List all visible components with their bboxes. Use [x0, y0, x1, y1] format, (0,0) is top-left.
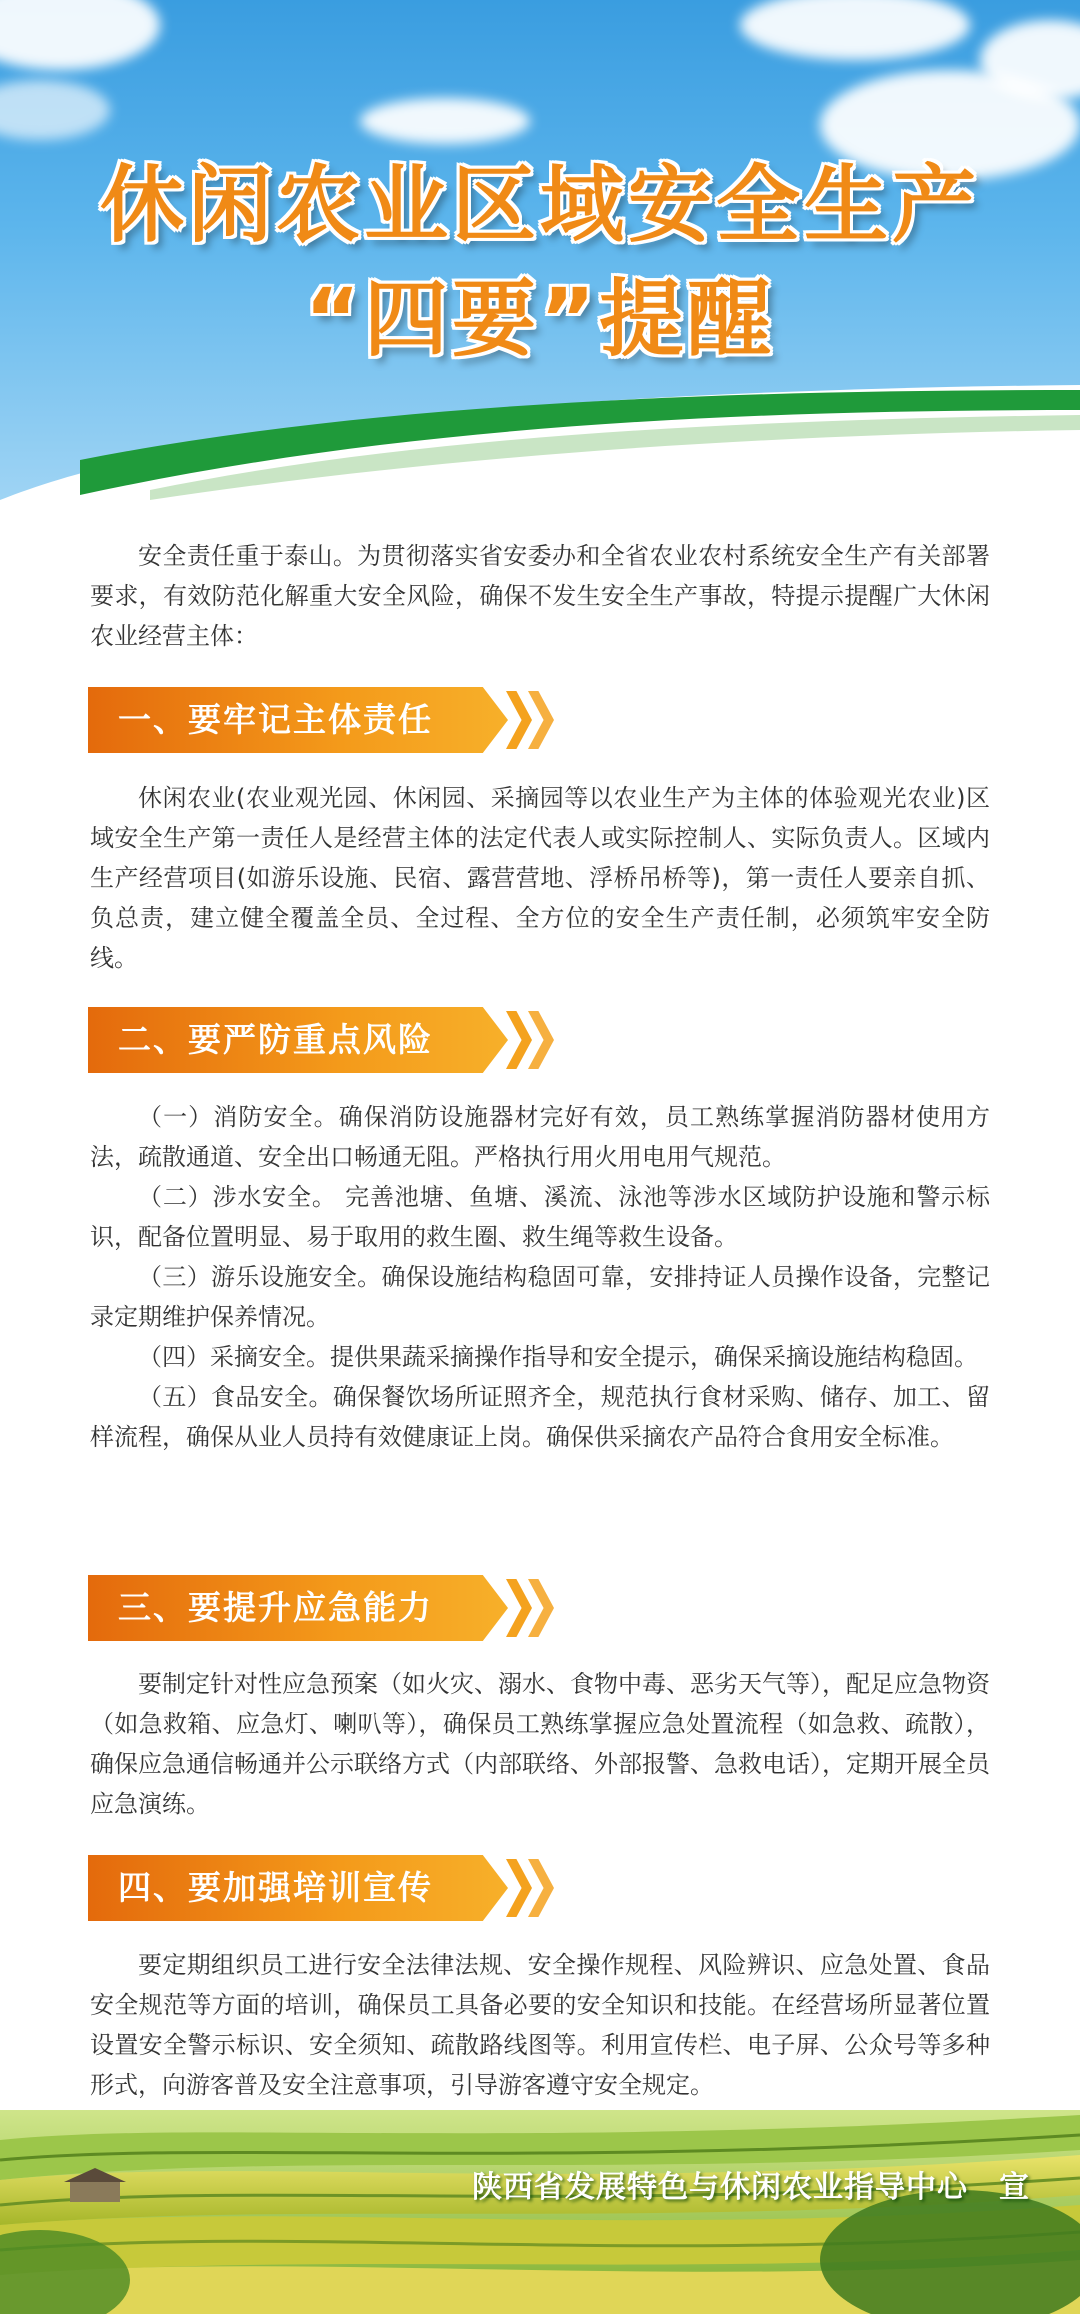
section-paragraph: 要定期组织员工进行安全法律法规、安全操作规程、风险辨识、应急处置、食品安全规范等方面的培训，确保员工具备必要的安全知识和技能。在经营场所显著位置设置安全警示标识、安全须知、疏散路线图等。利用宣传栏、电子屏、公众号等多种形式，向游客普及安全注意事项，引导游客遵守安全规定。: [90, 1951, 990, 2099]
section-banner: [88, 1575, 568, 1641]
chevron-icon: [506, 1011, 532, 1069]
section-paragraph: 休闲农业(农业观光园、休闲园、采摘园等以农业生产为主体的体验观光农业)区域安全生产第一责任人是经营主体的法定代表人或实际控制人、实际负责人。区域内生产经营项目(如游乐设施、民宿、露营营地、浮桥吊桥等)，第一责任人要亲自抓、负总责，建立健全覆盖全员、全过程、全方位的安全生产责任制，必须筑牢安全防线。: [90, 784, 990, 972]
section-4-banner: [88, 1855, 988, 1921]
terraced-fields-illustration: [0, 2110, 1080, 2314]
intro-paragraph: 安全责任重于泰山。为贯彻落实省安委办和全省农业农村系统安全生产有关部署要求，有效防范化解重大安全风险，确保不发生安全生产事故，特提示提醒广大休闲农业经营主体：: [90, 542, 990, 650]
risk-item: （一）消防安全。确保消防设施器材完好有效，员工熟练掌握消防器材使用方法，疏散通道、安全出口畅通无阻。严格执行用火用电用气规范。: [90, 1103, 990, 1171]
section-heading: 二、要严防重点风险: [118, 1020, 433, 1059]
risk-item: （五）食品安全。确保餐饮场所证照齐全，规范执行食材采购、储存、加工、留样流程，确保从业人员持有效健康证上岗。确保供采摘农产品符合食用安全标准。: [90, 1383, 990, 1451]
section-banner: [88, 1007, 568, 1073]
green-swoosh: [0, 360, 1080, 500]
footer-landscape: [0, 2110, 1080, 2314]
page-title-line1: 休闲农业区域安全生产: [99, 156, 980, 254]
section-1-banner: [88, 687, 988, 753]
section-4-body: [90, 1945, 990, 2105]
section-1-body: [90, 778, 990, 978]
section-paragraph: 要制定针对性应急预案（如火灾、溺水、食物中毒、恶劣天气等），配足应急物资（如急救箱、应急灯、喇叭等），确保员工熟练掌握应急处置流程（如急救、疏散），确保应急通信畅通并公示联络方式（内部联络、外部报警、急救电话），定期开展全员应急演练。: [90, 1670, 990, 1818]
section-banner: [88, 1855, 568, 1921]
publisher-credit: 陕西省发展特色与休闲农业指导中心 宣: [472, 2170, 1030, 2205]
intro-block: [90, 536, 990, 656]
section-heading: 三、要提升应急能力: [118, 1588, 433, 1627]
chevron-icon: [506, 1579, 532, 1637]
chevron-icon: [506, 691, 532, 749]
section-heading: 四、要加强培训宣传: [118, 1868, 433, 1907]
section-banner: [88, 687, 568, 753]
section-2-banner: [88, 1007, 988, 1073]
page-title-line2: “四要”提醒: [304, 270, 776, 368]
risk-item: （四）采摘安全。提供果蔬采摘操作指导和安全提示，确保采摘设施结构稳固。: [138, 1343, 978, 1371]
header-sky: [0, 0, 1080, 500]
section-heading: 一、要牢记主体责任: [118, 700, 433, 739]
section-3-banner: [88, 1575, 988, 1641]
chevron-icon: [506, 1859, 532, 1917]
section-2-body: [90, 1097, 990, 1457]
risk-item: （三）游乐设施安全。确保设施结构稳固可靠，安排持证人员操作设备，完整记录定期维护保养情况。: [90, 1263, 990, 1331]
risk-item: （二）涉水安全。 完善池塘、鱼塘、溪流、泳池等涉水区域防护设施和警示标识，配备位置明显、易于取用的救生圈、救生绳等救生设备。: [90, 1183, 990, 1251]
section-3-body: [90, 1664, 990, 1824]
